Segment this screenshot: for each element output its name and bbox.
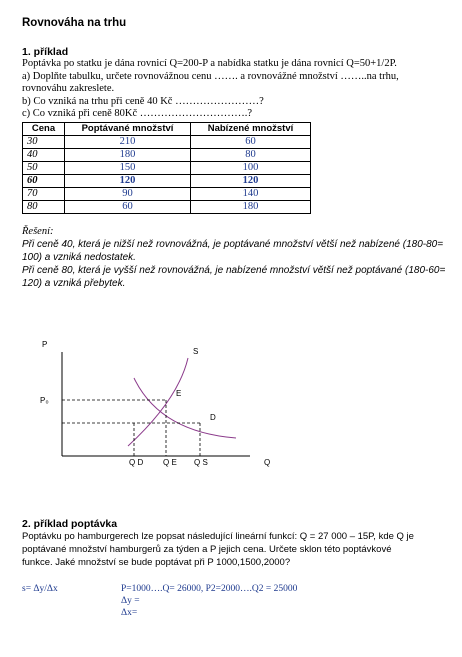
price-cell: 30 [23, 136, 65, 149]
example-1-text-line: rovnováhu zakreslete. [22, 83, 115, 94]
supply-cell: 100 [191, 162, 311, 175]
example-2-text-line: funkce. Jaké množství se bude poptávat při P 1000,1500,2000? [22, 557, 291, 568]
solution-line: 100) a vzniká nedostatek. [22, 252, 136, 263]
supply-cell: 80 [191, 149, 311, 162]
price-cell: 80 [23, 201, 65, 214]
page-title: Rovnováha na trhu [22, 17, 127, 29]
supply-curve [128, 358, 188, 446]
price-cell: 70 [23, 188, 65, 201]
example-1-text-line: Poptávka po statku je dána rovnicí Q=200-P a nabídka statku je dána rovnicí Q=50+1/2P. [22, 58, 397, 69]
qd-label: Q D [129, 458, 144, 467]
p0-label: P₀ [40, 396, 49, 405]
example-1-heading: 1. příklad [22, 46, 69, 58]
table-header-price: Cena [23, 123, 65, 136]
price-cell: 50 [23, 162, 65, 175]
calculation-dx: Δx= [121, 608, 138, 618]
supply-cell: 140 [191, 188, 311, 201]
supply-cell: 60 [191, 136, 311, 149]
example-1-question-c: c) Co vzniká při ceně 80Kč ………………………….? [22, 108, 253, 119]
x-axis-label: Q [264, 458, 271, 467]
slope-formula: s= Δy/Δx [22, 584, 58, 594]
example-1-question-b: b) Co vzniká na trhu při ceně 40 Kč ……………………? [22, 96, 264, 107]
demand-cell: 180 [65, 149, 191, 162]
demand-cell: 150 [65, 162, 191, 175]
supply-cell: 120 [191, 175, 311, 188]
table-header-demand: Poptávané množství [65, 123, 191, 136]
demand-curve-label: D [210, 413, 216, 422]
calculation-line: P=1000….Q= 26000, P2=2000….Q2 = 25000 [121, 584, 298, 594]
solution-label: Řešení: [22, 226, 54, 237]
table-header-supply: Nabízené množství [191, 123, 311, 136]
qs-label: Q S [194, 458, 208, 467]
solution-line: Při ceně 40, která je nižší než rovnovážná, je poptávané množství větší než nabízené (180-80= [22, 239, 444, 250]
demand-cell: 210 [65, 136, 191, 149]
price-cell: 40 [23, 149, 65, 162]
solution-line: 120) a vzniká přebytek. [22, 278, 126, 289]
calculation-dy: Δy = [121, 596, 140, 606]
example-2-text-line: poptávané množství hamburgerů za týden a P jejich cena. Určete sklon této poptávkové [22, 544, 392, 555]
example-2-text-line: Poptávku po hamburgerech lze popsat následující lineární funkcí: Q = 27 000 – 15P, kde Q je [22, 531, 414, 542]
y-axis-label: P [42, 340, 48, 349]
example-2-heading: 2. příklad poptávka [22, 518, 118, 530]
supply-curve-label: S [193, 347, 199, 356]
qe-label: Q E [163, 458, 177, 467]
demand-cell: 60 [65, 201, 191, 214]
demand-cell: 90 [65, 188, 191, 201]
demand-curve [134, 378, 236, 438]
equilibrium-point-label: E [176, 389, 182, 398]
solution-line: Při ceně 80, která je vyšší než rovnovážná, je nabízené množství větší než poptávané (180-60= [22, 265, 446, 276]
supply-cell: 180 [191, 201, 311, 214]
demand-cell: 120 [65, 175, 191, 188]
price-cell: 60 [23, 175, 65, 188]
example-1-text-line: a) Doplňte tabulku, určete rovnovážnou cenu ……. a rovnovážné množství ……..na trhu, [22, 71, 399, 82]
